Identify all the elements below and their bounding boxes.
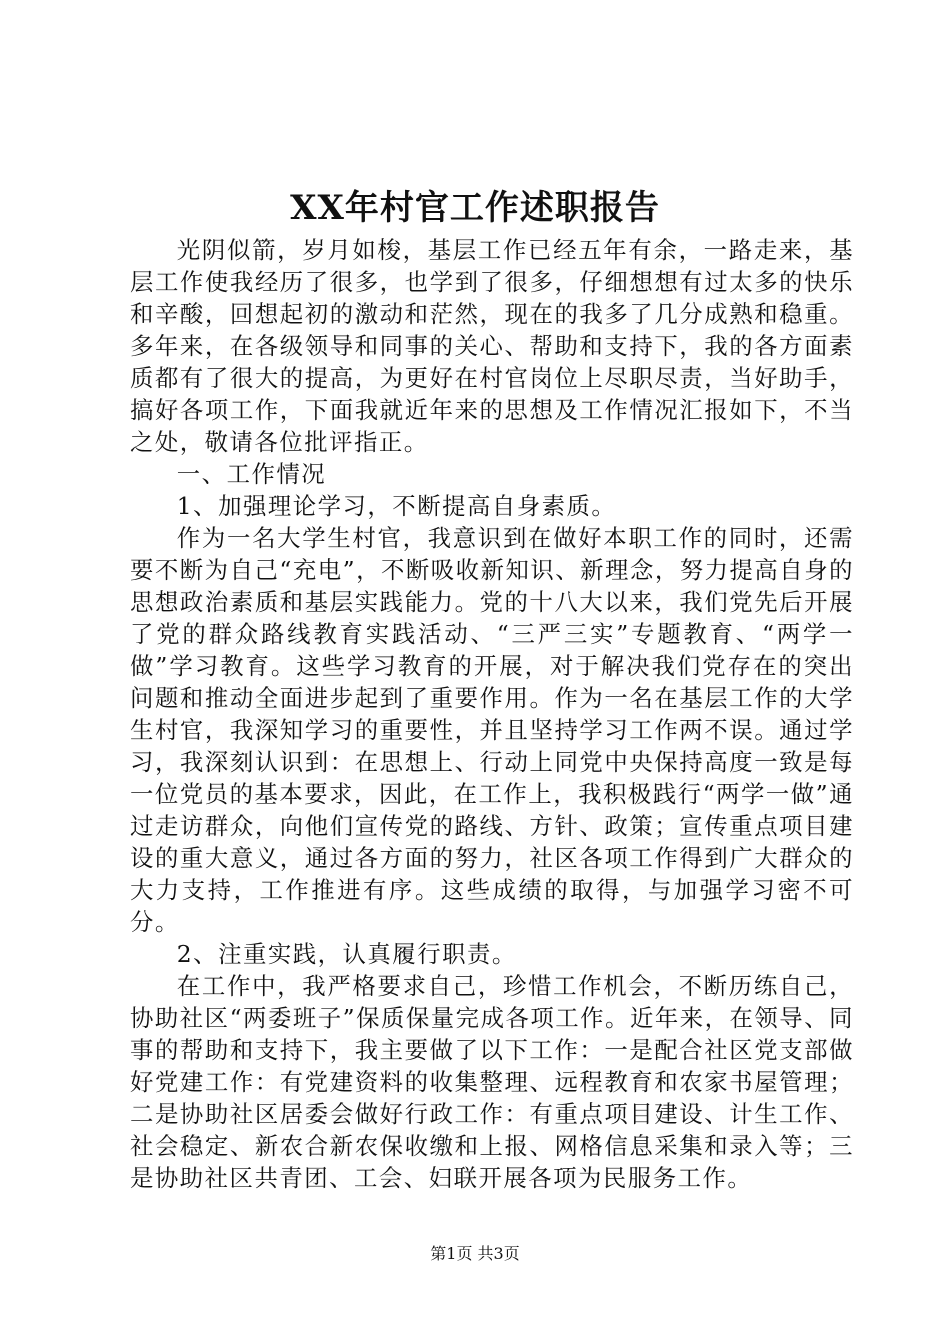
- document-body: [130, 234, 854, 1194]
- subheading-practice: 2、注重实践，认真履行职责。: [176, 940, 517, 968]
- section-heading-work: 一、工作情况: [176, 460, 327, 488]
- practice-paragraph: 在工作中，我严格要求自己，珍惜工作机会，不断历练自己，协助社区“两委班子”保质保量完成各项工作。近年来，在领导、同事的帮助和支持下，我主要做了以下工作：一是配合社区党支部做好党建工作：有党建资料的收集整理、远程教育和农家书屋管理；二是协助社区居委会做好行政工作：有重点项目建设、计生工作、社会稳定、新农合新农保收缴和上报、网格信息采集和录入等；三是协助社区共青团、工会、妇联开展各项为民服务工作。: [130, 972, 854, 1192]
- theory-study-paragraph: 作为一名大学生村官，我意识到在做好本职工作的同时，还需要不断为自己“充电”，不断吸收新知识、新理念，努力提高自身的思想政治素质和基层实践能力。党的十八大以来，我们党先后开展了党的群众路线教育实践活动、“三严三实”专题教育、“两学一做”学习教育。这些学习教育的开展，对于解决我们党存在的突出问题和推动全面进步起到了重要作用。作为一名在基层工作的大学生村官，我深知学习的重要性，并且坚持学习工作两不误。通过学习，我深刻认识到：在思想上、行动上同党中央保持高度一致是每一位党员的基本要求，因此，在工作上，我积极践行“两学一做”通过走访群众，向他们宣传党的路线、方针、政策；宣传重点项目建设的重大意义，通过各方面的努力，社区各项工作得到广大群众的大力支持，工作推进有序。这些成绩的取得，与加强学习密不可分。: [130, 524, 854, 936]
- document-title: XX年村官工作述职报告: [290, 188, 660, 228]
- intro-paragraph: 光阴似箭，岁月如梭，基层工作已经五年有余，一路走来，基层工作使我经历了很多，也学到了很多，仔细想想有过太多的快乐和辛酸，回想起初的激动和茫然，现在的我多了几分成熟和稳重。多年来，在各级领导和同事的关心、帮助和支持下，我的各方面素质都有了很大的提高，为更好在村官岗位上尽职尽责，当好助手，搞好各项工作，下面我就近年来的思想及工作情况汇报如下，不当之处，敬请各位批评指正。: [130, 236, 854, 456]
- page-footer: 第1页 共3页: [430, 1244, 520, 1263]
- subheading-theory-study: 1、加强理论学习，不断提高自身素质。: [176, 492, 617, 520]
